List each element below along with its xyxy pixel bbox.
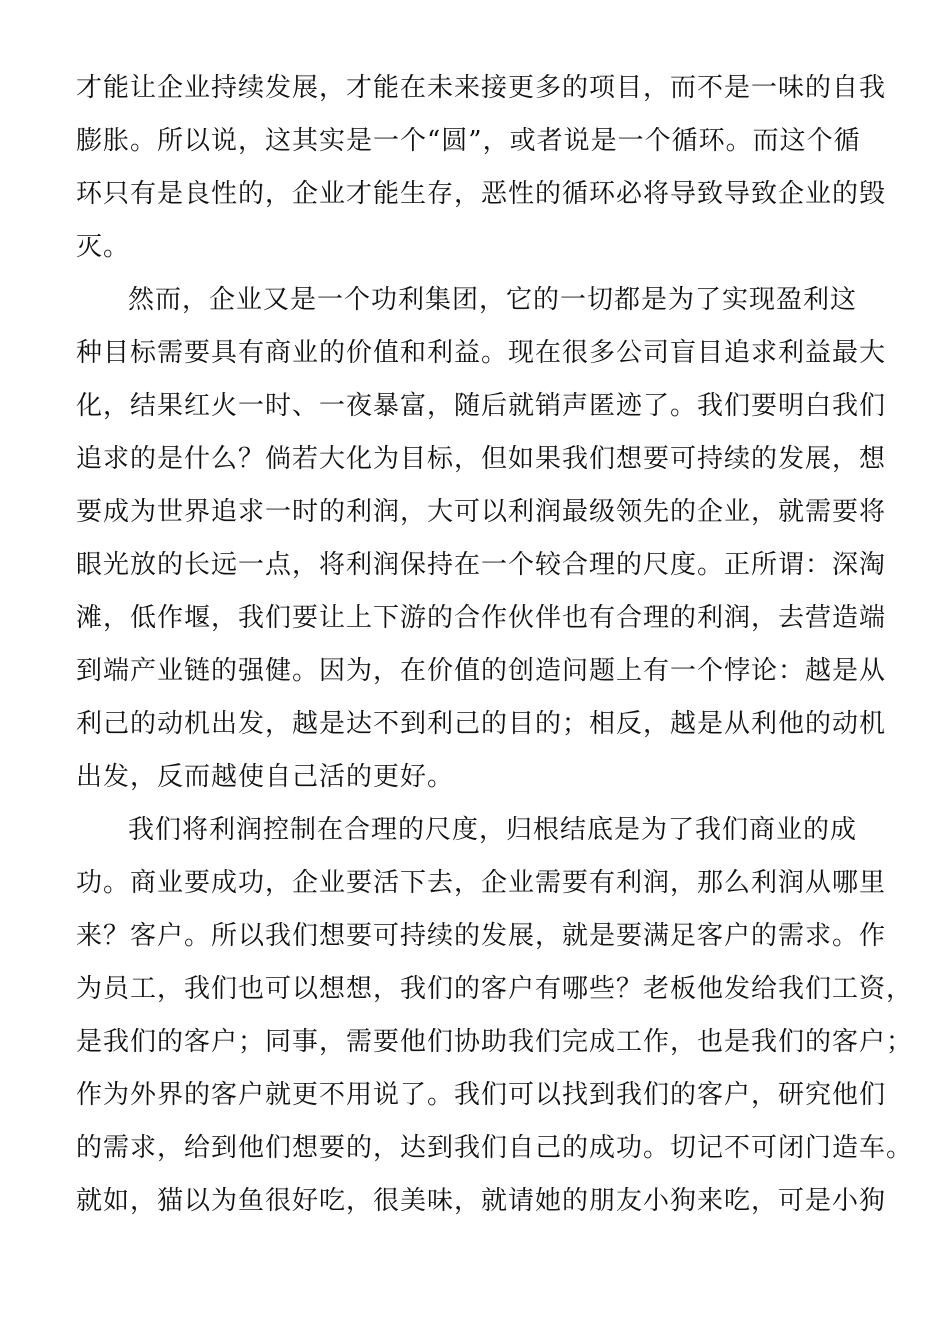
text-line: 要成为世界追求一时的利润，大可以利润最级领先的企业，就需要将: [76, 497, 887, 527]
text-line: 作为外界的客户就更不用说了。我们可以找到我们的客户，研究他们: [76, 1080, 887, 1110]
text-line: 才能让企业持续发展，才能在未来接更多的项目，而不是一味的自我: [76, 73, 887, 103]
text-line: 眼光放的长远一点，将利润保持在一个较合理的尺度。正所谓：深淘: [76, 550, 887, 580]
text-line: 是我们的客户；同事，需要他们协助我们完成工作，也是我们的客户；: [76, 1027, 914, 1057]
paragraph-first-line: 然而，企业又是一个功利集团，它的一切都是为了实现盈利这: [128, 285, 858, 315]
text-line: 种目标需要具有商业的价值和利益。现在很多公司盲目追求利益最大: [76, 338, 887, 368]
text-line: 灭。: [76, 232, 131, 262]
text-line: 为员工，我们也可以想想，我们的客户有哪些？老板他发给我们工资，: [76, 974, 914, 1004]
text-line: 来？客户。所以我们想要可持续的发展，就是要满足客户的需求。作: [76, 921, 887, 951]
text-line: 到端产业链的强健。因为，在价值的创造问题上有一个悖论：越是从: [76, 656, 887, 686]
text-line: 追求的是什么？倘若大化为目标，但如果我们想要可持续的发展，想: [76, 444, 887, 474]
text-line: 化，结果红火一时、一夜暴富，随后就销声匿迹了。我们要明白我们: [76, 391, 887, 421]
text-line: 环只有是良性的，企业才能生存，恶性的循环必将导致导致企业的毁: [76, 179, 887, 209]
text-line: 功。商业要成功，企业要活下去，企业需要有利润，那么利润从哪里: [76, 868, 887, 898]
text-line: 滩，低作堰，我们要让上下游的合作伙伴也有合理的利润，去营造端: [76, 603, 887, 633]
text-line: 膨胀。所以说，这其实是一个“圆”，或者说是一个循环。而这个循: [76, 126, 861, 156]
text-line: 出发，反而越使自己活的更好。: [76, 762, 455, 792]
paragraph-first-line: 我们将利润控制在合理的尺度，归根结底是为了我们商业的成: [128, 815, 858, 845]
text-line: 的需求，给到他们想要的，达到我们自己的成功。切记不可闭门造车。: [76, 1133, 914, 1163]
text-line: 就如，猫以为鱼很好吃，很美味，就请她的朋友小狗来吃，可是小狗: [76, 1186, 887, 1216]
text-line: 利己的动机出发，越是达不到利己的目的；相反，越是从利他的动机: [76, 709, 887, 739]
